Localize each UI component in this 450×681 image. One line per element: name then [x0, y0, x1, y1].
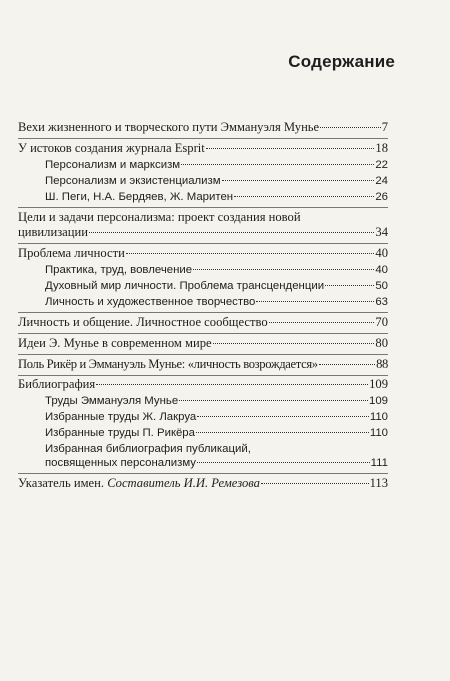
toc-entry-title: Духовный мир личности. Проблема трансценденции — [45, 280, 325, 292]
toc-entry-page: 110 — [369, 411, 388, 423]
toc-entry-title: Персонализм и марксизм — [45, 159, 181, 171]
toc-subentry — [45, 190, 388, 205]
dot-leader — [196, 432, 369, 433]
toc-entry-page: 34 — [375, 225, 388, 239]
toc-entry-page: 109 — [369, 377, 388, 391]
dot-leader — [213, 343, 375, 344]
dot-leader — [193, 269, 374, 270]
toc-entry-title: Личность и общение. Личностное сообщество — [18, 315, 268, 329]
dot-leader — [222, 180, 375, 181]
toc-entry — [18, 246, 388, 261]
toc-entry-page: 63 — [375, 296, 388, 308]
toc-entry-title: Вехи жизненного и творческого пути Эммануэля Мунье — [18, 120, 320, 134]
dot-leader — [181, 164, 374, 165]
toc-entry-page: 111 — [370, 457, 388, 469]
toc-entry-page: 18 — [375, 141, 388, 155]
toc-entry-page: 7 — [381, 120, 388, 134]
toc-entry-compiler: Составитель И.И. Ремезова — [107, 476, 260, 490]
toc-entry — [18, 336, 388, 351]
toc-entry-title-cont: посвященных персонализму — [45, 457, 197, 469]
toc-entry-title-main: Указатель имен. — [18, 476, 105, 490]
dot-leader — [89, 232, 374, 233]
toc-entry-title-cont: цивилизации — [18, 225, 88, 239]
toc-entry-page: 40 — [375, 264, 388, 276]
toc-entry — [18, 141, 388, 156]
toc-subentry — [45, 410, 388, 425]
toc-entry-page: 109 — [368, 395, 388, 407]
dot-leader — [269, 322, 375, 323]
divider — [18, 138, 388, 139]
toc-entry — [18, 225, 388, 240]
toc-entry-page: 110 — [369, 427, 388, 439]
toc-subentry — [45, 394, 388, 409]
divider — [18, 207, 388, 208]
toc-entry-page: 113 — [369, 476, 388, 490]
toc-entry-page: 70 — [375, 315, 388, 329]
toc-subentry — [45, 158, 388, 173]
toc-entry-title: Избранные труды Ж. Лакруа — [45, 411, 197, 423]
dot-leader — [206, 148, 375, 149]
dot-leader — [256, 301, 374, 302]
toc-entry-page: 26 — [375, 191, 388, 203]
toc-entry-title: Поль Рикёр и Эммануэль Мунье: «личность возрождается» — [18, 357, 318, 371]
dot-leader — [126, 253, 375, 254]
toc-entry-title — [18, 476, 260, 491]
toc-subentry — [45, 426, 388, 441]
toc-subentry — [45, 295, 388, 310]
toc-entry-title: У истоков создания журнала Esprit — [18, 141, 205, 155]
toc-subentry — [45, 174, 388, 189]
toc-entry-title: Проблема личности — [18, 246, 125, 260]
dot-leader — [234, 196, 374, 197]
divider — [18, 473, 388, 474]
divider — [18, 354, 388, 355]
toc-entry-title: Идеи Э. Мунье в современном мире — [18, 336, 212, 350]
toc-entry — [18, 357, 388, 372]
toc-entry-title: Ш. Пеги, Н.А. Бердяев, Ж. Маритен — [45, 191, 234, 203]
toc-entry-title: Личность и художественное творчество — [45, 296, 256, 308]
toc-subentry — [45, 279, 388, 294]
toc-subentry — [45, 456, 388, 471]
toc-entry — [18, 315, 388, 330]
toc-entry-title: Труды Эммануэля Мунье — [45, 395, 179, 407]
divider — [18, 333, 388, 334]
toc-entry-title: Избранные труды П. Рикёра — [45, 427, 195, 439]
divider — [18, 312, 388, 313]
toc-entry-page: 22 — [375, 159, 388, 171]
toc-entry-title: Персонализм и экзистенциализм — [45, 175, 221, 187]
dot-leader — [197, 462, 370, 463]
toc-entry-title: Цели и задачи персонализма: проект создания новой — [18, 210, 301, 224]
toc-entry-page: 80 — [375, 336, 388, 350]
dot-leader — [319, 364, 375, 365]
dot-leader — [261, 483, 369, 484]
dot-leader — [96, 384, 368, 385]
toc-entry-page: 88 — [376, 357, 388, 371]
toc-entry — [18, 120, 388, 135]
toc-entry-title: Библиография — [18, 377, 96, 391]
toc-entry-page: 24 — [375, 175, 388, 187]
toc-entry-title: Избранная библиография публикаций, — [45, 443, 251, 455]
toc-entry — [18, 377, 388, 392]
page-title: Содержание — [288, 52, 395, 71]
toc-subentry — [45, 263, 388, 278]
toc-entry-page: 40 — [375, 246, 388, 260]
dot-leader — [325, 285, 374, 286]
dot-leader — [320, 127, 381, 128]
dot-leader — [197, 416, 369, 417]
toc-entry — [18, 476, 388, 491]
divider — [18, 243, 388, 244]
toc-entry-page: 50 — [375, 280, 388, 292]
toc-entry-title: Практика, труд, вовлечение — [45, 264, 193, 276]
dot-leader — [179, 400, 368, 401]
divider — [18, 375, 388, 376]
